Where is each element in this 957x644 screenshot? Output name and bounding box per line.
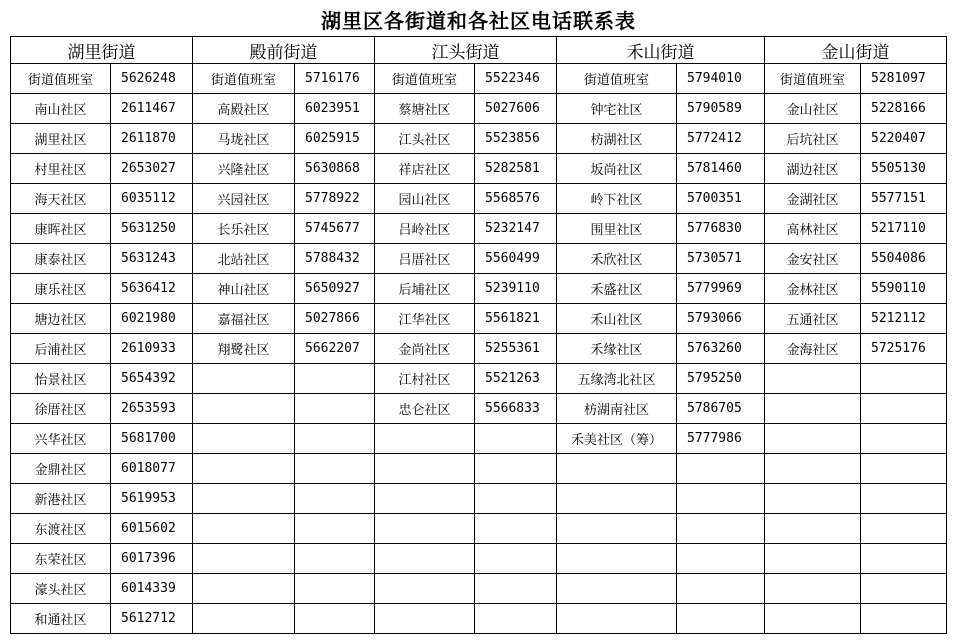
community-name <box>557 454 677 484</box>
table-row <box>11 184 947 214</box>
table-row <box>11 124 947 154</box>
phone-number <box>475 484 557 514</box>
phone-number <box>677 544 765 574</box>
community-name: 街道值班室 <box>11 64 111 94</box>
table-row <box>11 424 947 454</box>
community-name: 吕厝社区 <box>375 244 475 274</box>
phone-number <box>861 604 947 634</box>
phone-number <box>295 514 375 544</box>
community-name: 海天社区 <box>11 184 111 214</box>
phone-number <box>677 604 765 634</box>
phone-number: 2611870 <box>111 124 193 154</box>
community-name: 兴华社区 <box>11 424 111 454</box>
community-name <box>765 424 861 454</box>
community-name: 东渡社区 <box>11 514 111 544</box>
phone-number: 5662207 <box>295 334 375 364</box>
phone-number: 5619953 <box>111 484 193 514</box>
community-name: 新港社区 <box>11 484 111 514</box>
phone-number: 5522346 <box>475 64 557 94</box>
community-name: 园山社区 <box>375 184 475 214</box>
phone-number <box>295 544 375 574</box>
community-name: 金山社区 <box>765 94 861 124</box>
community-name: 怡景社区 <box>11 364 111 394</box>
phone-number: 5220407 <box>861 124 947 154</box>
community-name: 坂尚社区 <box>557 154 677 184</box>
phone-number: 5561821 <box>475 304 557 334</box>
phone-number <box>295 574 375 604</box>
community-name <box>765 454 861 484</box>
phone-number <box>295 394 375 424</box>
district-header: 禾山街道 <box>557 37 765 64</box>
table-row <box>11 514 947 544</box>
community-name <box>557 544 677 574</box>
table-row <box>11 454 947 484</box>
phone-number: 5772412 <box>677 124 765 154</box>
phone-number <box>475 604 557 634</box>
phone-number <box>295 454 375 484</box>
phone-number: 5282581 <box>475 154 557 184</box>
community-name: 江华社区 <box>375 304 475 334</box>
community-name <box>193 574 295 604</box>
community-name <box>765 364 861 394</box>
community-name: 高殿社区 <box>193 94 295 124</box>
phone-number <box>677 514 765 544</box>
community-name: 塘边社区 <box>11 304 111 334</box>
phone-number: 2653027 <box>111 154 193 184</box>
community-name: 东荣社区 <box>11 544 111 574</box>
phone-number <box>475 544 557 574</box>
community-name <box>557 484 677 514</box>
phone-number: 2653593 <box>111 394 193 424</box>
phone-number: 5521263 <box>475 364 557 394</box>
community-name: 和通社区 <box>11 604 111 634</box>
phone-number: 5631250 <box>111 214 193 244</box>
community-name <box>765 544 861 574</box>
phone-number: 6014339 <box>111 574 193 604</box>
table-row <box>11 364 947 394</box>
phone-number: 5786705 <box>677 394 765 424</box>
community-name: 蔡塘社区 <box>375 94 475 124</box>
community-name: 北站社区 <box>193 244 295 274</box>
phone-number <box>295 484 375 514</box>
community-name <box>375 454 475 484</box>
phone-number: 5745677 <box>295 214 375 244</box>
phone-number: 5779969 <box>677 274 765 304</box>
phone-number <box>861 424 947 454</box>
phone-number: 6017396 <box>111 544 193 574</box>
table-row <box>11 574 947 604</box>
phone-number: 2611467 <box>111 94 193 124</box>
community-name: 村里社区 <box>11 154 111 184</box>
table-row <box>11 484 947 514</box>
phone-number <box>861 484 947 514</box>
phone-number: 5716176 <box>295 64 375 94</box>
phone-number: 5650927 <box>295 274 375 304</box>
community-name: 街道值班室 <box>557 64 677 94</box>
phone-number: 5232147 <box>475 214 557 244</box>
phone-number: 5630868 <box>295 154 375 184</box>
community-name <box>375 604 475 634</box>
table-body <box>11 64 947 634</box>
phone-number: 5763260 <box>677 334 765 364</box>
table-row <box>11 604 947 634</box>
community-name <box>557 514 677 544</box>
community-name: 枋湖南社区 <box>557 394 677 424</box>
community-name <box>193 394 295 424</box>
phone-number <box>861 574 947 604</box>
community-name: 康乐社区 <box>11 274 111 304</box>
community-name <box>193 424 295 454</box>
community-name: 江头社区 <box>375 124 475 154</box>
community-name: 湖里社区 <box>11 124 111 154</box>
district-header: 殿前街道 <box>193 37 375 64</box>
community-name <box>557 574 677 604</box>
phone-number: 5560499 <box>475 244 557 274</box>
community-name: 街道值班室 <box>193 64 295 94</box>
phone-number <box>475 574 557 604</box>
table-row <box>11 334 947 364</box>
phone-number <box>861 364 947 394</box>
community-name: 枋湖社区 <box>557 124 677 154</box>
community-name <box>765 484 861 514</box>
phone-number: 5788432 <box>295 244 375 274</box>
phone-number: 5228166 <box>861 94 947 124</box>
community-name <box>765 604 861 634</box>
community-name <box>193 544 295 574</box>
community-name: 康晖社区 <box>11 214 111 244</box>
community-name: 岭下社区 <box>557 184 677 214</box>
phone-number <box>475 514 557 544</box>
community-name: 长乐社区 <box>193 214 295 244</box>
phone-number: 5793066 <box>677 304 765 334</box>
phone-number <box>677 574 765 604</box>
community-name: 五缘湾北社区 <box>557 364 677 394</box>
community-name: 禾美社区（筹） <box>557 424 677 454</box>
phone-number <box>861 514 947 544</box>
community-name: 祥店社区 <box>375 154 475 184</box>
community-name <box>193 364 295 394</box>
phone-number: 5027866 <box>295 304 375 334</box>
table-row <box>11 244 947 274</box>
phone-number: 6025915 <box>295 124 375 154</box>
community-name <box>375 484 475 514</box>
phone-number: 5725176 <box>861 334 947 364</box>
phone-number: 6035112 <box>111 184 193 214</box>
phone-number: 5730571 <box>677 244 765 274</box>
community-name: 兴隆社区 <box>193 154 295 184</box>
community-name: 禾缘社区 <box>557 334 677 364</box>
community-name: 禾盛社区 <box>557 274 677 304</box>
phone-number: 5700351 <box>677 184 765 214</box>
district-header: 湖里街道 <box>11 37 193 64</box>
phone-number: 5217110 <box>861 214 947 244</box>
phone-number: 5794010 <box>677 64 765 94</box>
phone-number: 5566833 <box>475 394 557 424</box>
phone-number: 5681700 <box>111 424 193 454</box>
phone-number <box>861 544 947 574</box>
community-name: 翔鹭社区 <box>193 334 295 364</box>
phone-number: 5781460 <box>677 154 765 184</box>
phone-number <box>295 364 375 394</box>
phone-number: 5776830 <box>677 214 765 244</box>
phone-number: 5212112 <box>861 304 947 334</box>
phone-number <box>861 394 947 424</box>
community-name: 后坑社区 <box>765 124 861 154</box>
community-name <box>193 454 295 484</box>
table-row <box>11 154 947 184</box>
phone-number <box>295 424 375 454</box>
phone-number: 5523856 <box>475 124 557 154</box>
phone-number: 5612712 <box>111 604 193 634</box>
table-row <box>11 304 947 334</box>
table-row <box>11 274 947 304</box>
community-name: 南山社区 <box>11 94 111 124</box>
community-name: 湖边社区 <box>765 154 861 184</box>
phone-number: 5795250 <box>677 364 765 394</box>
community-name <box>765 574 861 604</box>
phone-number <box>861 454 947 484</box>
community-name: 高林社区 <box>765 214 861 244</box>
community-name: 神山社区 <box>193 274 295 304</box>
community-name: 金林社区 <box>765 274 861 304</box>
phone-number: 5577151 <box>861 184 947 214</box>
community-name <box>765 514 861 544</box>
community-name <box>193 604 295 634</box>
table-row <box>11 64 947 94</box>
community-name: 金鼎社区 <box>11 454 111 484</box>
phone-number: 5778922 <box>295 184 375 214</box>
community-name <box>765 394 861 424</box>
community-name: 后埔社区 <box>375 274 475 304</box>
community-name: 街道值班室 <box>375 64 475 94</box>
community-name: 徐厝社区 <box>11 394 111 424</box>
community-name: 兴园社区 <box>193 184 295 214</box>
community-name: 濠头社区 <box>11 574 111 604</box>
phone-number: 5590110 <box>861 274 947 304</box>
phone-number: 5505130 <box>861 154 947 184</box>
community-name <box>557 604 677 634</box>
community-name: 钟宅社区 <box>557 94 677 124</box>
phone-number: 5568576 <box>475 184 557 214</box>
phone-number: 2610933 <box>111 334 193 364</box>
community-name: 禾欣社区 <box>557 244 677 274</box>
community-name: 金湖社区 <box>765 184 861 214</box>
community-name <box>193 514 295 544</box>
phone-number <box>475 424 557 454</box>
community-name: 五通社区 <box>765 304 861 334</box>
contact-table <box>10 36 947 634</box>
phone-number <box>475 454 557 484</box>
phone-number: 6021980 <box>111 304 193 334</box>
phone-number: 5654392 <box>111 364 193 394</box>
district-header: 金山街道 <box>765 37 947 64</box>
community-name: 江村社区 <box>375 364 475 394</box>
community-name: 后浦社区 <box>11 334 111 364</box>
phone-number: 5239110 <box>475 274 557 304</box>
phone-number: 5504086 <box>861 244 947 274</box>
district-header: 江头街道 <box>375 37 557 64</box>
phone-number <box>295 604 375 634</box>
phone-number: 5631243 <box>111 244 193 274</box>
community-name: 马垅社区 <box>193 124 295 154</box>
phone-number: 5790589 <box>677 94 765 124</box>
phone-number: 6018077 <box>111 454 193 484</box>
community-name: 康泰社区 <box>11 244 111 274</box>
community-name: 吕岭社区 <box>375 214 475 244</box>
phone-number: 6015602 <box>111 514 193 544</box>
table-row <box>11 214 947 244</box>
community-name <box>375 514 475 544</box>
community-name: 金尚社区 <box>375 334 475 364</box>
page-title: 湖里区各街道和各社区电话联系表 <box>321 9 636 33</box>
table-row <box>11 394 947 424</box>
table-row <box>11 544 947 574</box>
community-name: 围里社区 <box>557 214 677 244</box>
phone-number: 5636412 <box>111 274 193 304</box>
community-name <box>375 424 475 454</box>
community-name: 忠仑社区 <box>375 394 475 424</box>
phone-number <box>677 484 765 514</box>
community-name: 金海社区 <box>765 334 861 364</box>
community-name: 街道值班室 <box>765 64 861 94</box>
phone-number: 6023951 <box>295 94 375 124</box>
phone-number: 5281097 <box>861 64 947 94</box>
community-name <box>375 574 475 604</box>
header-row <box>11 37 947 64</box>
community-name <box>375 544 475 574</box>
community-name: 禾山社区 <box>557 304 677 334</box>
phone-number <box>677 454 765 484</box>
community-name: 嘉福社区 <box>193 304 295 334</box>
community-name <box>193 484 295 514</box>
phone-number: 5255361 <box>475 334 557 364</box>
phone-number: 5777986 <box>677 424 765 454</box>
community-name: 金安社区 <box>765 244 861 274</box>
table-row <box>11 94 947 124</box>
phone-number: 5027606 <box>475 94 557 124</box>
phone-number: 5626248 <box>111 64 193 94</box>
